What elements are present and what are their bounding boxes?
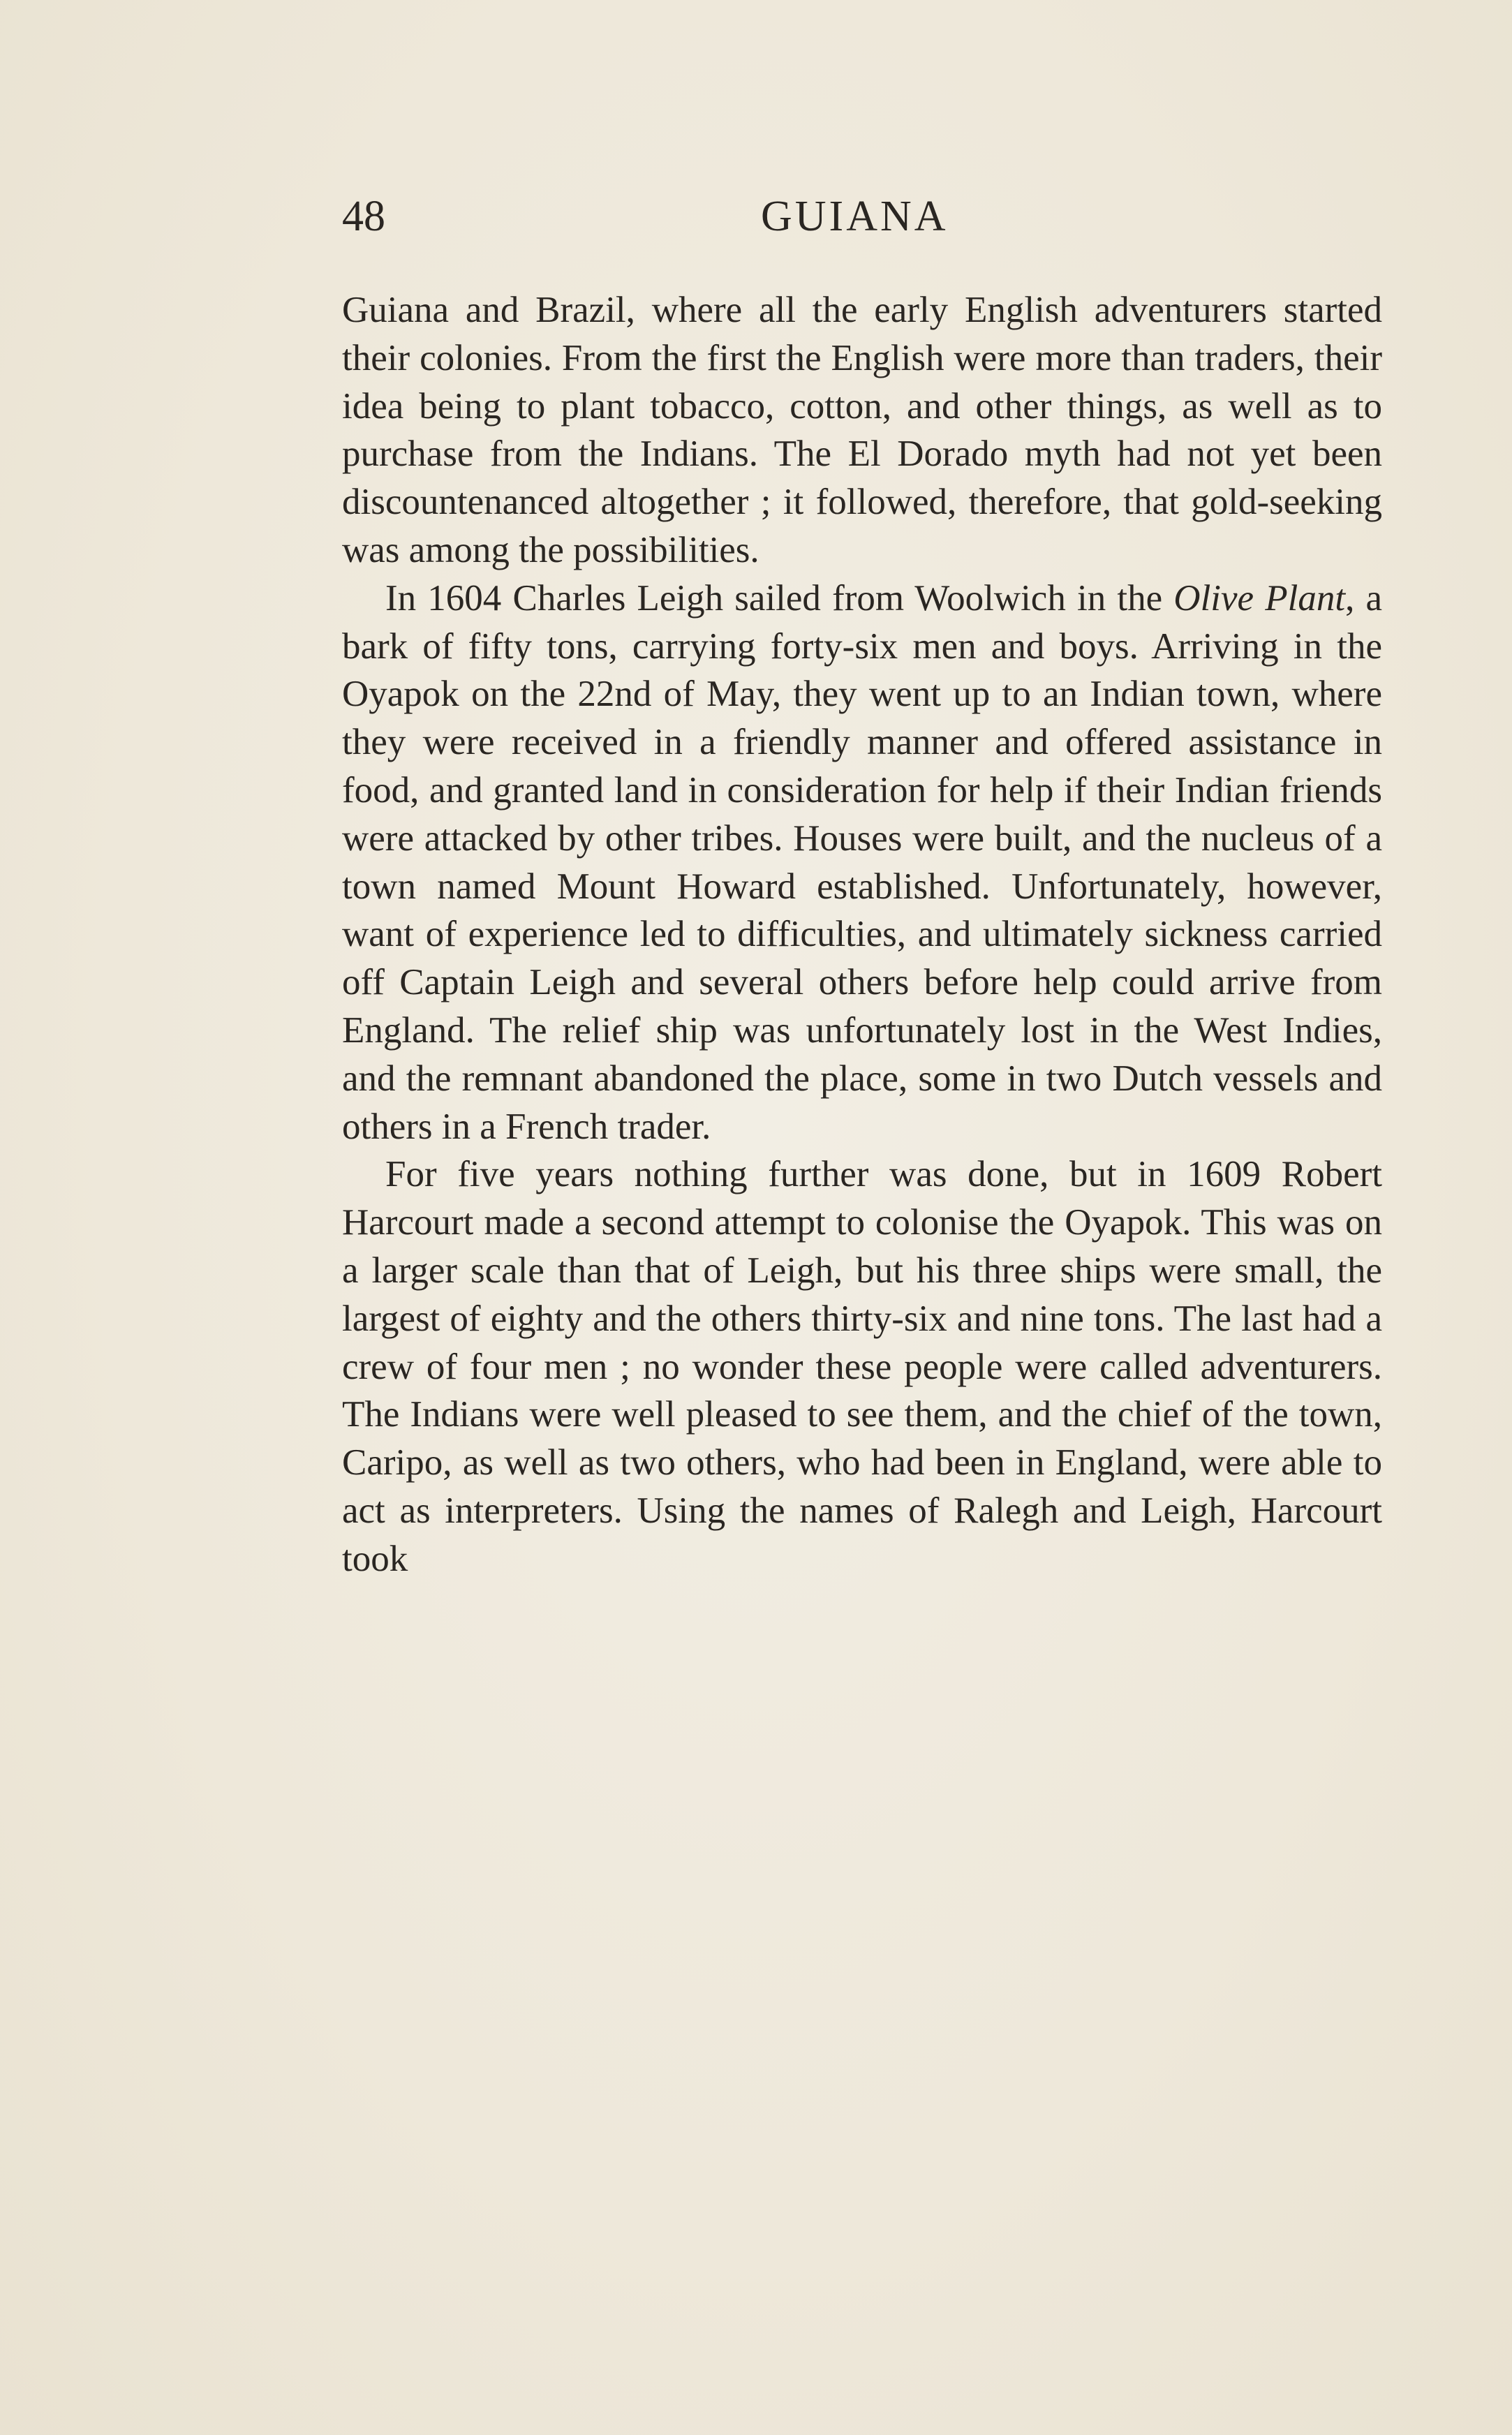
- ship-name: Olive Plant: [1173, 577, 1346, 619]
- paragraph-text-after-ship: , a bark of fifty tons, carrying forty-six men and boys. Arriving in the Oyapok on the 22nd of May, they went up to an Indian town, where they were received in a friendly manner and offered assistance in food, and granted land in consideration for help if their Indian friends were attacked by other tribes. Houses were built, and the nucleus of a town named Mount Howard established. Unfortunately, however, want of experience led to difficulties, and ultimately sickness carried off Captain Leigh and several others before help could arrive from England. The relief ship was unfortunately lost in the West Indies, and the remnant abandoned the place, some in two Dutch vessels and others in a French trader.: [342, 577, 1382, 1147]
- page-number: 48: [342, 193, 385, 240]
- paragraph-harcourt-voyage: For five years nothing further was done, but in 1609 Robert Harcourt made a second attempt to colonise the Oyapok. This was on a larger scale than that of Leigh, but his three ships were small, the largest of eighty and the others thirty-six and nine tons. The last had a crew of four men ; no wonder these people were called adventurers. The Indians were well pleased to see them, and the chief of the town, Caripo, as well as two others, who had been in England, were able to act as interpreters. Using the names of Ralegh and Leigh, Harcourt took: [342, 1154, 1382, 1579]
- paragraph-text-before-ship: In 1604 Charles Leigh sailed from Woolwich in the: [385, 577, 1174, 619]
- body-text: [342, 286, 1382, 1583]
- running-title: GUIANA: [761, 193, 949, 240]
- paragraph-continuation: Guiana and Brazil, where all the early English adventurers started their colonies. From the first the English were more than traders, their idea being to plant tobacco, cotton, and other things, as well as to purchase from the Indians. The El Dorado myth had not yet been discountenanced altogether ; it followed, therefore, that gold-seeking was among the possibilities.: [342, 290, 1382, 570]
- page-header: [342, 188, 1375, 244]
- paragraph-leigh-voyage: [342, 575, 1382, 1151]
